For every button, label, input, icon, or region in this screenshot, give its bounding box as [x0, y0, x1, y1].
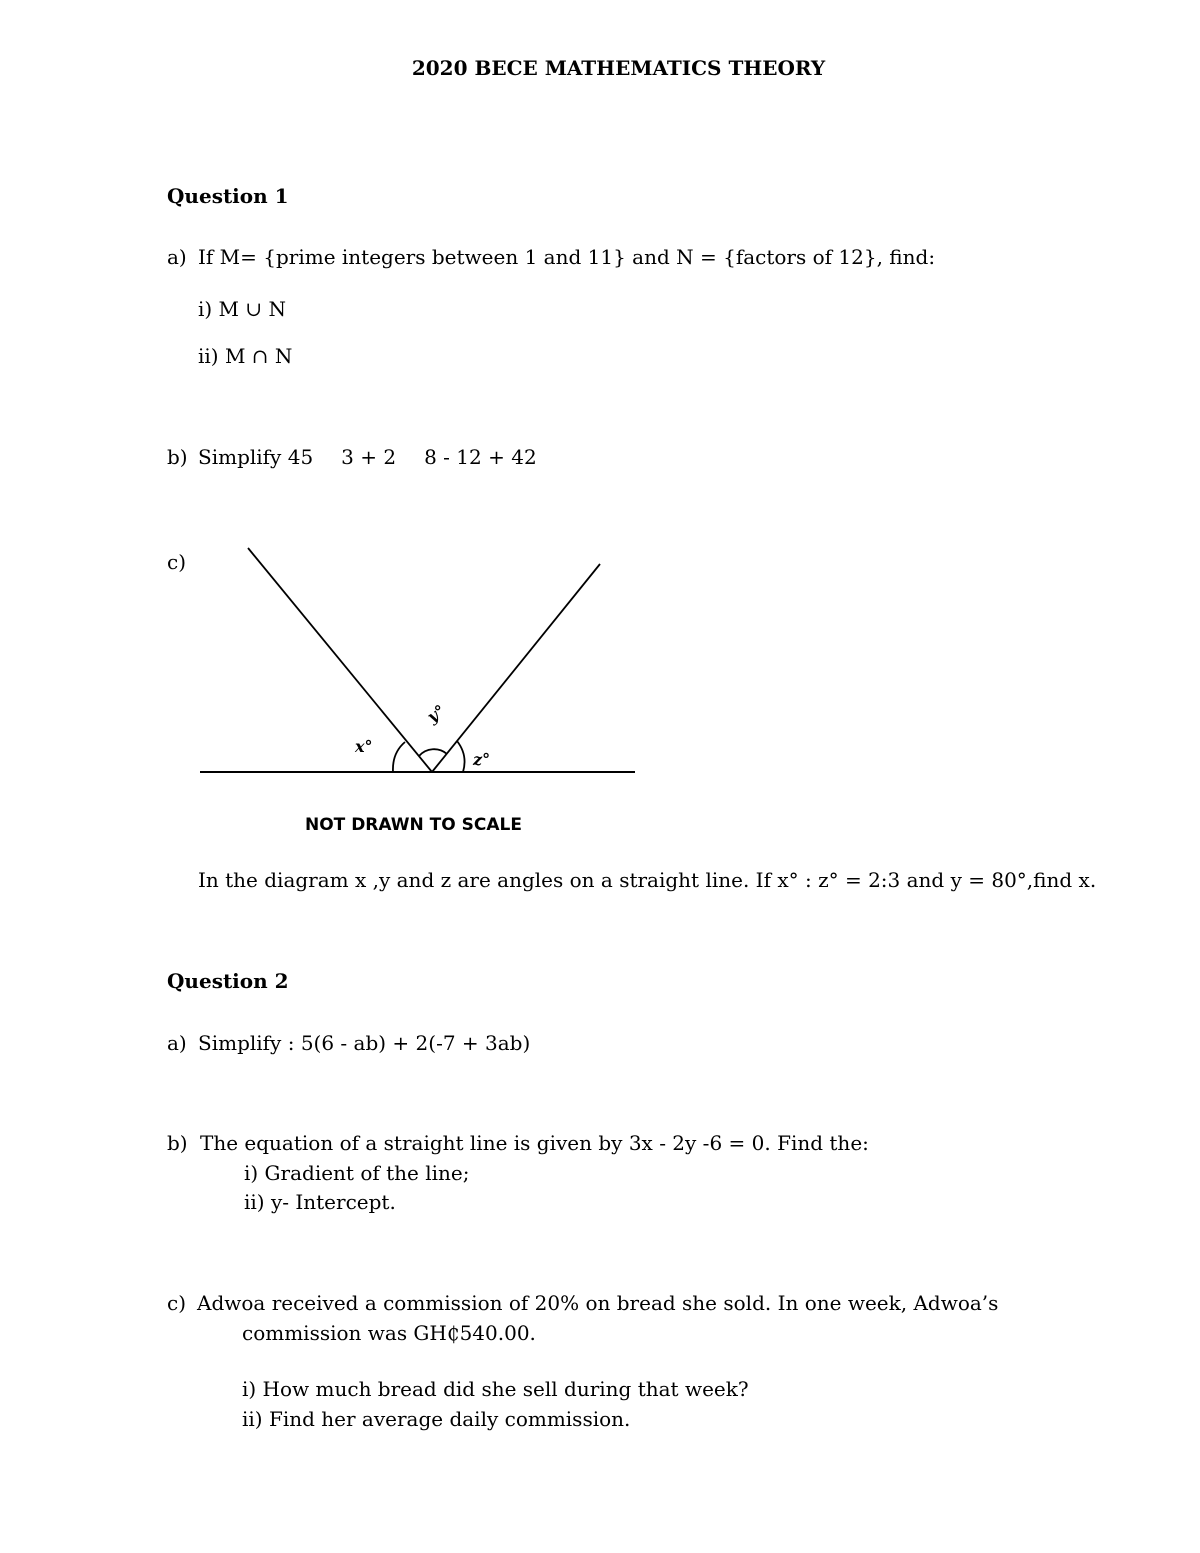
q1b-term-3: 8 - 12 + 42	[424, 445, 537, 469]
q1c-text: In the diagram x ,y and z are angles on a straight line. If x° : z° = 2:3 and y = 80°,find x.	[198, 868, 1097, 892]
q2b-part-i: i) Gradient of the line;	[244, 1161, 470, 1185]
label-x: x°	[355, 737, 373, 756]
q1c-label: c)	[167, 550, 187, 574]
question-2-heading: Question 2	[167, 969, 289, 993]
q1b-term-1: 45	[287, 445, 314, 469]
angle-diagram	[195, 540, 640, 840]
q1b-label: b)	[167, 445, 188, 469]
q2c-part-ii: ii) Find her average daily commission.	[242, 1407, 631, 1431]
q2b-text: The equation of a straight line is given by 3x - 2y -6 = 0. Find the:	[200, 1131, 869, 1155]
q2c-text-line-2: commission was GH₵540.00.	[242, 1321, 536, 1345]
right-ray	[432, 564, 600, 772]
q1a-part-ii: ii) M ∩ N	[198, 344, 293, 368]
diagram-caption: NOT DRAWN TO SCALE	[305, 815, 522, 835]
arc-x	[393, 742, 405, 772]
q1b-term-2: 3 + 2	[341, 445, 397, 469]
label-z: z°	[473, 750, 491, 769]
arc-y	[419, 749, 447, 756]
q2a-label: a)	[167, 1031, 187, 1055]
q1a-part-i: i) M ∪ N	[198, 297, 287, 321]
angle-diagram-svg	[195, 540, 640, 840]
q2c-text-line-1: Adwoa received a commission of 20% on bread she sold. In one week, Adwoa’s	[197, 1291, 999, 1315]
q2c-label: c)	[167, 1291, 187, 1315]
page-title: 2020 BECE MATHEMATICS THEORY	[411, 56, 826, 80]
left-ray	[248, 548, 432, 772]
q2b-label: b)	[167, 1131, 188, 1155]
arc-z	[457, 741, 465, 772]
q1b-simplify-word: Simplify	[198, 445, 282, 469]
q1a-text: If M= {prime integers between 1 and 11} and N = {factors of 12}, find:	[198, 245, 936, 269]
q1b-expression	[198, 447, 537, 467]
q2b-part-ii: ii) y- Intercept.	[244, 1190, 396, 1214]
question-1-heading: Question 1	[167, 184, 289, 208]
q2a-text: Simplify : 5(6 - ab) + 2(-7 + 3ab)	[198, 1031, 531, 1055]
label-y: y°	[423, 700, 449, 727]
q1a-label: a)	[167, 245, 187, 269]
q2c-part-i: i) How much bread did she sell during that week?	[242, 1377, 749, 1401]
